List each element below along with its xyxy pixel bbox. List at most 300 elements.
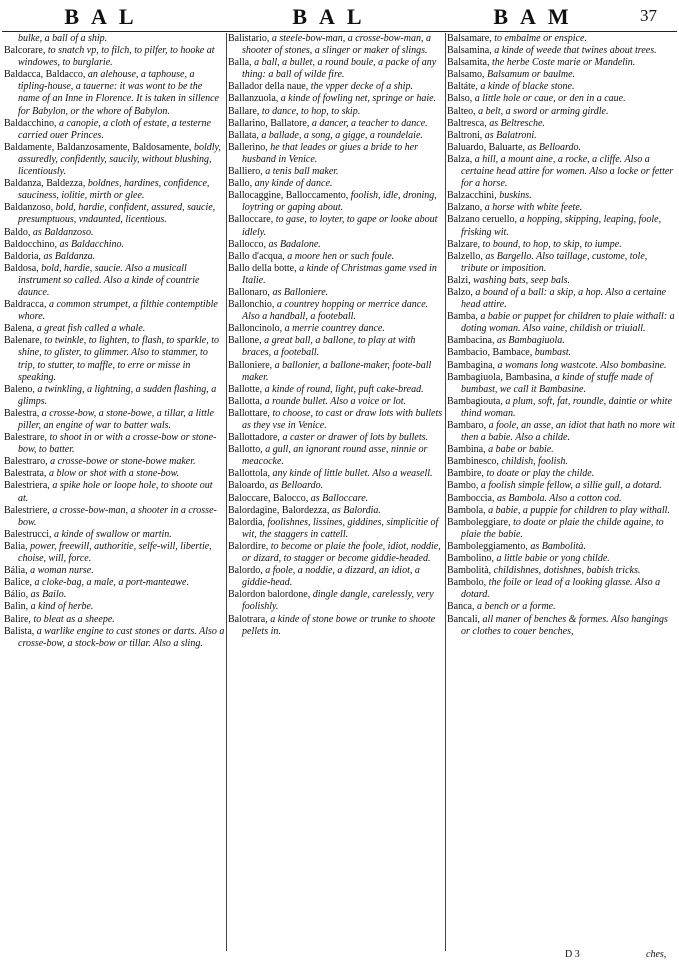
dictionary-entry: [4, 299, 225, 323]
dictionary-entry: [228, 130, 444, 142]
definition: a kinde of stone bowe or trunke to shoote pellets in.: [242, 613, 436, 637]
headword: Baloardo,: [228, 480, 268, 492]
dictionary-entry: [228, 93, 444, 105]
headword: Baldanzoso,: [4, 202, 54, 214]
headword: Baldoria,: [4, 250, 41, 262]
dictionary-entry: [4, 432, 225, 456]
dictionary-entry: [228, 468, 444, 480]
dictionary-entry: [447, 444, 675, 456]
definition: washing bats, seep bals.: [473, 274, 571, 286]
headword: Balzi,: [447, 274, 471, 286]
dictionary-entry: [447, 505, 675, 517]
definition: a crosse-bow-man, a shooter in a crosse-bow.: [18, 504, 217, 528]
headword: Balia,: [4, 540, 28, 552]
headword: Balestraro,: [4, 456, 48, 468]
headword: Bambina,: [447, 444, 486, 456]
definition: as Baldanza.: [43, 250, 96, 262]
definition: a ballonier, a ballone-maker, foote-ball maker.: [242, 359, 432, 383]
dictionary-entry: [4, 468, 225, 480]
headword: Balza,: [447, 153, 473, 165]
headword: Bambinesco,: [447, 456, 499, 468]
headword: Balsamita,: [447, 57, 490, 69]
headword: Ballare,: [228, 105, 260, 117]
dictionary-entry: [228, 239, 444, 251]
headword: Balla,: [228, 57, 252, 69]
dictionary-entry: [228, 251, 444, 263]
dictionary-entry: [228, 408, 444, 432]
headword: Ballador della naue,: [228, 81, 309, 93]
headword: Ballonchio,: [228, 299, 275, 311]
dictionary-entry: [228, 190, 444, 214]
headword: Baldacchino,: [4, 117, 57, 129]
definition: the foile or lead of a looking glasse. Also a dotard.: [461, 577, 661, 601]
dictionary-entry: [4, 384, 225, 408]
headword: Ballata,: [228, 129, 259, 141]
dictionary-entry: [447, 106, 675, 118]
definition: a womans long wastcote. Also bombasine.: [497, 359, 667, 371]
dictionary-entry: [228, 493, 444, 505]
dictionary-entry: [228, 178, 444, 190]
headword: Bambaro,: [447, 420, 487, 431]
page-header: [0, 2, 679, 32]
dictionary-entry: [228, 81, 444, 93]
definition: a babe or babie.: [488, 444, 554, 456]
definition: as Badalone.: [268, 238, 321, 250]
definition: to doate or play the childe.: [486, 468, 595, 480]
definition: a hopping, skipping, leaping, foole, frisking wit.: [461, 214, 662, 238]
definition: to doate or plaie the childe againe, to plaie the babie.: [461, 516, 664, 540]
dictionary-entry: [447, 577, 675, 601]
dictionary-entry: [4, 45, 225, 69]
column-1: [4, 33, 225, 951]
running-head-right: BAM: [493, 4, 581, 29]
headword: Balzo,: [447, 286, 473, 298]
definition: foolish, idle, droning, loytring or gaping about.: [242, 190, 437, 214]
definition: a foole, a noddie, a dizzard, an idiot, a giddie-head.: [242, 565, 420, 589]
definition: power, freewill, authoritie, selfe-will, libertie, choise, will, force.: [18, 540, 212, 565]
dictionary-entry: [447, 456, 675, 468]
column-2: [228, 33, 444, 951]
dictionary-entry: [228, 444, 444, 468]
definition: bold, hardie, saucie. Also a musicall instrument so called. Also a kinde of countrie daunce.: [18, 262, 200, 298]
definition: a plum, soft, fat, roundle, daintie or white thind woman.: [461, 395, 672, 419]
dictionary-entry: [4, 614, 225, 626]
dictionary-entry: [4, 565, 225, 577]
headword: Balsamare,: [447, 33, 492, 44]
headword: Baldo,: [4, 226, 31, 238]
headword: Balestra,: [4, 407, 40, 419]
headword: Bancali,: [447, 613, 481, 625]
definition: a crosse-bowe or stone-bowe maker.: [50, 456, 196, 468]
definition: boldnes, hardines, confidence, sauciness, iolitie, mirth or glee.: [18, 178, 210, 202]
headword: Balotrara,: [228, 613, 268, 625]
dictionary-entry: [4, 239, 225, 251]
dictionary-entry: [447, 614, 675, 638]
dictionary-entry: [4, 626, 225, 650]
definition: to embalme or enspice.: [494, 33, 587, 44]
dictionary-entry: [228, 33, 444, 57]
dictionary-entry: [4, 69, 225, 117]
headword: Bália,: [4, 565, 28, 577]
dictionary-entry: [447, 372, 675, 396]
dictionary-entry: [4, 577, 225, 589]
headword: Baldosa,: [4, 262, 39, 274]
dictionary-entry: [4, 323, 225, 335]
headword: Balestriera,: [4, 480, 50, 492]
headword: Ballottare,: [228, 407, 270, 419]
definition: all maner of benches & formes. Also hangings or clothes to couer benches,: [461, 613, 668, 637]
dictionary-entry: [228, 565, 444, 589]
definition: as Bailo.: [30, 589, 67, 601]
dictionary-entry: [447, 347, 675, 359]
headword: Balsamina,: [447, 45, 492, 57]
headword: Bambacina,: [447, 335, 495, 347]
headword: Balin,: [4, 601, 29, 613]
dictionary-entry: [228, 118, 444, 130]
headword: Ballarino, Ballatore,: [228, 117, 310, 129]
definition: a kinde of swallow or martin.: [53, 528, 172, 540]
headword: Ballonaro,: [228, 286, 270, 298]
definition: bold, hardie, confident, assured, saucie, presumptuous, vndaunted, licentious.: [18, 202, 216, 226]
headword: Ballanzuola,: [228, 93, 279, 105]
headword: Bambagiouta,: [447, 395, 503, 407]
definition: a horse with white feete.: [484, 202, 583, 214]
headword: Baleno,: [4, 383, 35, 395]
headword: Bambire,: [447, 468, 484, 480]
dictionary-entry: [4, 227, 225, 239]
headword: Baldanza, Baldezza,: [4, 178, 86, 190]
definition: the herbe Coste marie or Mandelin.: [492, 57, 636, 69]
headword: Ballotte,: [228, 383, 263, 395]
dictionary-entry: [4, 33, 225, 45]
definition: a foole, an asse, an idiot that hath no more wit then a babie. Also a childe.: [461, 420, 675, 444]
definition: a belt, a sword or arming girdle.: [478, 105, 609, 117]
definition: as Baldacchino.: [59, 238, 124, 250]
definition: as Bargello. Also taillage, custome, tole, tribute or imposition.: [461, 250, 648, 274]
headword: Balzano ceruello,: [447, 214, 517, 226]
definition: a kind of herbe.: [30, 601, 94, 613]
dictionary-entry: [228, 480, 444, 492]
headword: Ballottola,: [228, 468, 270, 480]
definition: the vpper decke of a ship.: [310, 81, 413, 93]
definition: a ball, a bullet, a round boule, a packe of any thing: a ball of wilde fire.: [242, 57, 437, 81]
dictionary-entry: [228, 299, 444, 323]
dictionary-entry: [228, 432, 444, 444]
running-head-center: BAL: [292, 4, 374, 29]
running-head-left: BAL: [64, 4, 146, 29]
dictionary-entry: [4, 505, 225, 529]
definition: a kinde of stuffe made of bumbast, we call it Bambasine.: [461, 371, 653, 395]
definition: a great ball, a ballone, to play at with braces, a footeball.: [242, 335, 416, 359]
definition: foolishnes, lissines, giddines, simplicitie of wit, the staggers in cattell.: [242, 516, 439, 540]
headword: Balestrucci,: [4, 528, 52, 540]
dictionary-entry: [228, 396, 444, 408]
headword: Balena,: [4, 323, 35, 335]
headword: Ballottadore,: [228, 432, 280, 444]
dictionary-entry: [228, 335, 444, 359]
dictionary-entry: [4, 456, 225, 468]
headword: Ballocaggine, Balloccamento,: [228, 190, 349, 202]
dictionary-entry: [447, 541, 675, 553]
headword: Balloniere,: [228, 359, 273, 371]
dictionary-entry: [4, 601, 225, 613]
dictionary-entry: [447, 154, 675, 190]
dictionary-entry: [228, 263, 444, 287]
catchword: ches,: [646, 949, 667, 960]
dictionary-entry: [228, 517, 444, 541]
dictionary-entry: [447, 493, 675, 505]
headword: Balcorare,: [4, 45, 46, 57]
headword: Balzello,: [447, 250, 483, 262]
column-divider: [226, 33, 227, 951]
headword: Bambolo,: [447, 577, 487, 589]
dictionary-entry: [447, 33, 675, 45]
definition: a gull, an ignorant round asse, ninnie or meacocke.: [242, 444, 428, 468]
headword: Balordagine, Balordezza,: [228, 504, 330, 516]
definition: a spike hole or loope hole, to shoote out at.: [18, 480, 213, 504]
definition: he that leades or giues a bride to her husband in Venice.: [242, 141, 418, 165]
definition: a canopie, a cloth of estate, a testerne carried ouer Princes.: [18, 117, 211, 141]
headword: Banca,: [447, 601, 475, 613]
dictionary-entry: [447, 601, 675, 613]
headword: Baltroni,: [447, 129, 483, 141]
definition: a bench or a forme.: [477, 601, 556, 613]
headword: Ballo d'acqua,: [228, 250, 285, 262]
definition: any kinde of little bullet. Also a weasell.: [272, 468, 433, 480]
headword: Balestrare,: [4, 432, 48, 444]
definition: a twinkling, a lightning, a sudden flashing, a glimps.: [18, 383, 217, 407]
dictionary-entry: [447, 287, 675, 311]
definition: a kinde of Christmas game vsed in Italie.: [242, 262, 437, 286]
definition: a foolish simple fellow, a sillie gull, a dotard.: [480, 480, 662, 492]
definition: a tenis ball maker.: [265, 166, 339, 178]
definition: a kinde of blacke stone.: [480, 81, 575, 93]
headword: Ballocco,: [228, 238, 267, 250]
headword: Balordon balordone,: [228, 589, 311, 601]
headword: Bambola,: [447, 504, 486, 516]
headword: Balteo,: [447, 105, 476, 117]
definition: as Baldanzoso.: [32, 226, 94, 238]
definition: a dancer, a teacher to dance.: [311, 117, 428, 129]
dictionary-entry: [447, 81, 675, 93]
definition: to bound, to hop, to skip, to iumpe.: [482, 238, 622, 250]
dictionary-entry: [228, 214, 444, 238]
definition: a merrie countrey dance.: [284, 323, 385, 335]
dictionary-entry: [447, 190, 675, 202]
headword: Bambagiuola, Bambasina,: [447, 371, 553, 383]
definition: a cloke-bag, a male, a port-manteawe.: [34, 577, 189, 589]
definition: as Bambola. Also a cotton cod.: [496, 492, 622, 504]
headword: Bamboleggiamento,: [447, 540, 528, 552]
headword: Balzacchini,: [447, 190, 497, 202]
header-rule: [2, 31, 677, 32]
headword: Baldracca,: [4, 299, 47, 311]
dictionary-entry: [4, 480, 225, 504]
headword: Baldacca, Baldacco,: [4, 69, 86, 81]
dictionary-entry: [447, 118, 675, 130]
definition: as Bambagiuola.: [496, 335, 565, 347]
headword: Bambolino,: [447, 553, 494, 565]
definition: a little hole or caue, or den in a caue.: [474, 93, 626, 105]
headword: Balso,: [447, 93, 473, 105]
definition: Balsamum or baulme.: [487, 69, 576, 81]
dictionary-entry: [447, 202, 675, 214]
headword: Bambagina,: [447, 359, 496, 371]
dictionary-entry: [447, 396, 675, 420]
definition: as Belloardo.: [527, 141, 582, 153]
definition: a babie or puppet for children to plaie withall: a doting woman. Also vaine, childish or triuiall.: [461, 311, 675, 335]
headword: Balloccare,: [228, 214, 274, 226]
dictionary-entry: [447, 468, 675, 480]
dictionary-entry: [447, 130, 675, 142]
dictionary-entry: [447, 420, 675, 444]
headword: Bamba,: [447, 311, 478, 323]
definition: a common strumpet, a filthie contemptible whore.: [18, 299, 218, 323]
definition: a great fish called a whale.: [36, 323, 146, 335]
definition: bumbast.: [534, 347, 572, 359]
dictionary-entry: [4, 263, 225, 299]
definition: boldly, assuredly, confidently, saucily, without blushing, licentiously.: [18, 141, 221, 178]
definition: as Balloniere.: [272, 286, 329, 298]
definition: as Bambolità.: [530, 540, 586, 552]
definition: to dance, to hop, to skip.: [261, 105, 361, 117]
definition: as Belloardo.: [269, 480, 324, 492]
headword: Balista,: [4, 625, 35, 637]
headword: Balice,: [4, 577, 33, 589]
dictionary-entry: [4, 118, 225, 142]
headword: Balistario,: [228, 33, 270, 44]
dictionary-entry: [447, 480, 675, 492]
definition: a kinde of fowling net, springe or haie.: [280, 93, 437, 105]
dictionary-entry: [447, 214, 675, 238]
dictionary-entry: [228, 106, 444, 118]
headword: Ballerino,: [228, 141, 268, 153]
definition: as Balatroni.: [484, 129, 537, 141]
dictionary-entry: [228, 323, 444, 335]
definition: a steele-bow-man, a crosse-bow-man, a shooter of stones, a slinger or maker of slings.: [242, 33, 431, 57]
definition: a little babie or yong childe.: [496, 553, 610, 565]
dictionary-entry: [447, 311, 675, 335]
dictionary-entry: [447, 142, 675, 154]
dictionary-entry: [228, 142, 444, 166]
definition: a moore hen or such foule.: [287, 250, 395, 262]
dictionary-entry: [228, 57, 444, 81]
headword: Ballone,: [228, 335, 262, 347]
dictionary-entry: [447, 93, 675, 105]
definition: to gase, to loyter, to gape or looke about idlely.: [242, 214, 438, 238]
dictionary-entry: [4, 202, 225, 226]
dictionary-entry: [228, 614, 444, 638]
definition: a kinde of weede that twines about trees.: [494, 45, 657, 57]
definition: childishnes, dotishnes, babish tricks.: [493, 565, 641, 577]
headword: Balordire,: [228, 540, 269, 552]
definition: a bound of a ball: a skip, a hop. Also a certaine head attire.: [461, 286, 666, 311]
dictionary-entry: [4, 589, 225, 601]
dictionary-entry: [447, 69, 675, 81]
dictionary-entry: [4, 335, 225, 383]
dictionary-entry: [447, 553, 675, 565]
definition: a kinde of round, light, puft cake-bread.: [264, 383, 424, 395]
headword: Balordia,: [228, 516, 265, 528]
definition: a hill, a mount aine, a rocke, a cliffe. Also a certaine head attire for women. Also a locke or fetter for a horse.: [461, 153, 674, 190]
dictionary-entry: [4, 529, 225, 541]
dictionary-entry: [447, 251, 675, 275]
dictionary-entry: [4, 541, 225, 565]
headword: Ballotta,: [228, 395, 263, 407]
headword: Ballo,: [228, 178, 253, 190]
definition: an alehouse, a taphouse, a tipling-house, a tauerne: it was wont to be the name of an Inne in Florence. It is taken in sillence for Babylon, or the whore of Babylon.: [18, 69, 219, 117]
dictionary-entry: [4, 178, 225, 202]
dictionary-entry: [447, 517, 675, 541]
dictionary-entry: [447, 360, 675, 372]
headword: Bambacio, Bambace,: [447, 347, 533, 359]
definition: a ballade, a song, a gigge, a roundelaie.: [261, 129, 423, 141]
definition: as Balordia.: [331, 504, 381, 516]
definition: a woman nurse.: [30, 565, 94, 577]
headword: Balzare,: [447, 238, 481, 250]
headword: Baldocchino,: [4, 238, 58, 250]
headword: Balliero,: [228, 166, 263, 178]
definition: to twinkle, to lighten, to flash, to sparkle, to shine, to glister, to glimmer. Also to stammer, to trip, to stutter, to maffle, to erre or misse in speaking.: [18, 335, 219, 383]
dictionary-entry: [228, 287, 444, 299]
definition: a warlike engine to cast stones or darts. Also a crosse-bow, a stock-bow or tillar. Also a sling.: [18, 625, 225, 649]
headword: Balestrata,: [4, 468, 47, 480]
headword: Balloncinolo,: [228, 323, 283, 335]
signature-mark: D 3: [565, 949, 580, 960]
definition: buskins.: [499, 190, 532, 202]
definition: any kinde of dance.: [254, 178, 333, 190]
column-divider: [445, 33, 446, 951]
headword: Baltáte,: [447, 81, 478, 93]
headword: Balenare,: [4, 335, 43, 347]
definition: a rounde bullet. Also a voice or lot.: [264, 395, 407, 407]
dictionary-entry: [228, 166, 444, 178]
definition: to choose, to cast or draw lots with bullets as they vse in Venice.: [242, 407, 443, 431]
headword: Balire,: [4, 613, 31, 625]
headword: Baltresca,: [447, 117, 487, 129]
definition: to bleat as a sheepe.: [33, 613, 115, 625]
page-number: 37: [640, 6, 657, 25]
dictionary-entry: [228, 589, 444, 613]
dictionary-entry: [228, 360, 444, 384]
definition: to shoot in or with a crosse-bow or stone-bow, to batter.: [18, 432, 217, 456]
definition: dingle dangle, carelessly, very foolishly.: [242, 589, 434, 613]
dictionary-entry: [4, 408, 225, 432]
dictionary-entry: [4, 251, 225, 263]
headword: Balordo,: [228, 565, 263, 577]
definition: a caster or drawer of lots by bullets.: [282, 432, 428, 444]
headword: Balestriere,: [4, 504, 50, 516]
definition: to snatch vp, to filch, to pilfer, to hooke at windowes, to burglarie.: [18, 45, 215, 69]
definition: as Balloccare.: [310, 492, 369, 504]
headword: Bambolità,: [447, 565, 492, 577]
definition: to become or plaie the foole, idiot, noddie, or dizard, to stagger or become giddie-headed.: [242, 540, 441, 565]
dictionary-entry: [228, 384, 444, 396]
headword: Balzano,: [447, 202, 483, 214]
dictionary-entry: [447, 57, 675, 69]
dictionary-entry: [447, 45, 675, 57]
headword: Bambo,: [447, 480, 479, 492]
column-3: [447, 33, 675, 951]
headword: Baldamente, Baldanzosamente, Baldosamente,: [4, 141, 192, 153]
definition: a crosse-bow, a stone-bowe, a tillar, a little piller, an engine of war to batter wals.: [18, 407, 214, 431]
headword: Ballo della botte,: [228, 262, 297, 274]
dictionary-entry: [228, 505, 444, 517]
definition: childish, foolish.: [501, 456, 568, 468]
headword: Baluardo, Baluarte,: [447, 141, 526, 153]
dictionary-entry: [4, 142, 225, 178]
dictionary-entry: [447, 565, 675, 577]
